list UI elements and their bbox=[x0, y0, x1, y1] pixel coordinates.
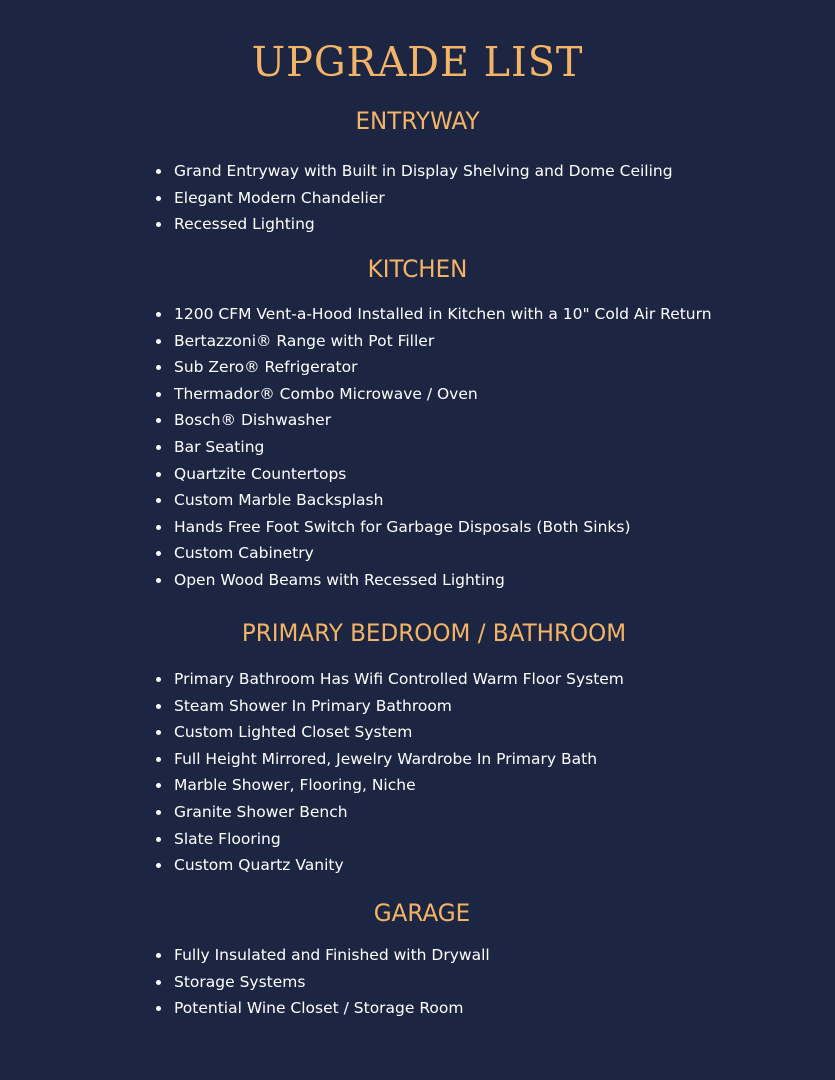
list-item: Fully Insulated and Finished with Drywall bbox=[152, 942, 490, 969]
list-item: Custom Lighted Closet System bbox=[152, 719, 624, 746]
list-item: Steam Shower In Primary Bathroom bbox=[152, 693, 624, 720]
page-title: UPGRADE LIST bbox=[251, 38, 584, 86]
garage-list bbox=[152, 942, 490, 1022]
section-heading-kitchen: KITCHEN bbox=[367, 255, 468, 283]
list-item: Grand Entryway with Built in Display Shelving and Dome Ceiling bbox=[152, 158, 673, 185]
section-heading-garage: GARAGE bbox=[373, 899, 471, 927]
list-item: Marble Shower, Flooring, Niche bbox=[152, 772, 624, 799]
list-item: Granite Shower Bench bbox=[152, 799, 624, 826]
list-item: Bosch® Dishwasher bbox=[152, 407, 712, 434]
primary-bedroom-bathroom-list bbox=[152, 666, 624, 879]
list-item: Slate Flooring bbox=[152, 826, 624, 853]
kitchen-list bbox=[152, 301, 712, 594]
list-item: Potential Wine Closet / Storage Room bbox=[152, 995, 490, 1022]
list-item: Sub Zero® Refrigerator bbox=[152, 354, 712, 381]
list-item: Bertazzoni® Range with Pot Filler bbox=[152, 328, 712, 355]
section-heading-entryway: ENTRYWAY bbox=[355, 107, 480, 135]
list-item: Full Height Mirrored, Jewelry Wardrobe In Primary Bath bbox=[152, 746, 624, 773]
list-item: Primary Bathroom Has Wifi Controlled Warm Floor System bbox=[152, 666, 624, 693]
list-item: 1200 CFM Vent-a-Hood Installed in Kitchen with a 10" Cold Air Return bbox=[152, 301, 712, 328]
list-item: Quartzite Countertops bbox=[152, 461, 712, 488]
section-heading-primary-bedroom-bathroom: PRIMARY BEDROOM / BATHROOM bbox=[241, 619, 627, 647]
list-item: Bar Seating bbox=[152, 434, 712, 461]
list-item: Elegant Modern Chandelier bbox=[152, 185, 673, 212]
list-item: Custom Quartz Vanity bbox=[152, 852, 624, 879]
entryway-list bbox=[152, 158, 673, 238]
list-item: Storage Systems bbox=[152, 969, 490, 996]
list-item: Custom Cabinetry bbox=[152, 540, 712, 567]
list-item: Thermador® Combo Microwave / Oven bbox=[152, 381, 712, 408]
list-item: Hands Free Foot Switch for Garbage Disposals (Both Sinks) bbox=[152, 514, 712, 541]
list-item: Custom Marble Backsplash bbox=[152, 487, 712, 514]
list-item: Recessed Lighting bbox=[152, 211, 673, 238]
list-item: Open Wood Beams with Recessed Lighting bbox=[152, 567, 712, 594]
